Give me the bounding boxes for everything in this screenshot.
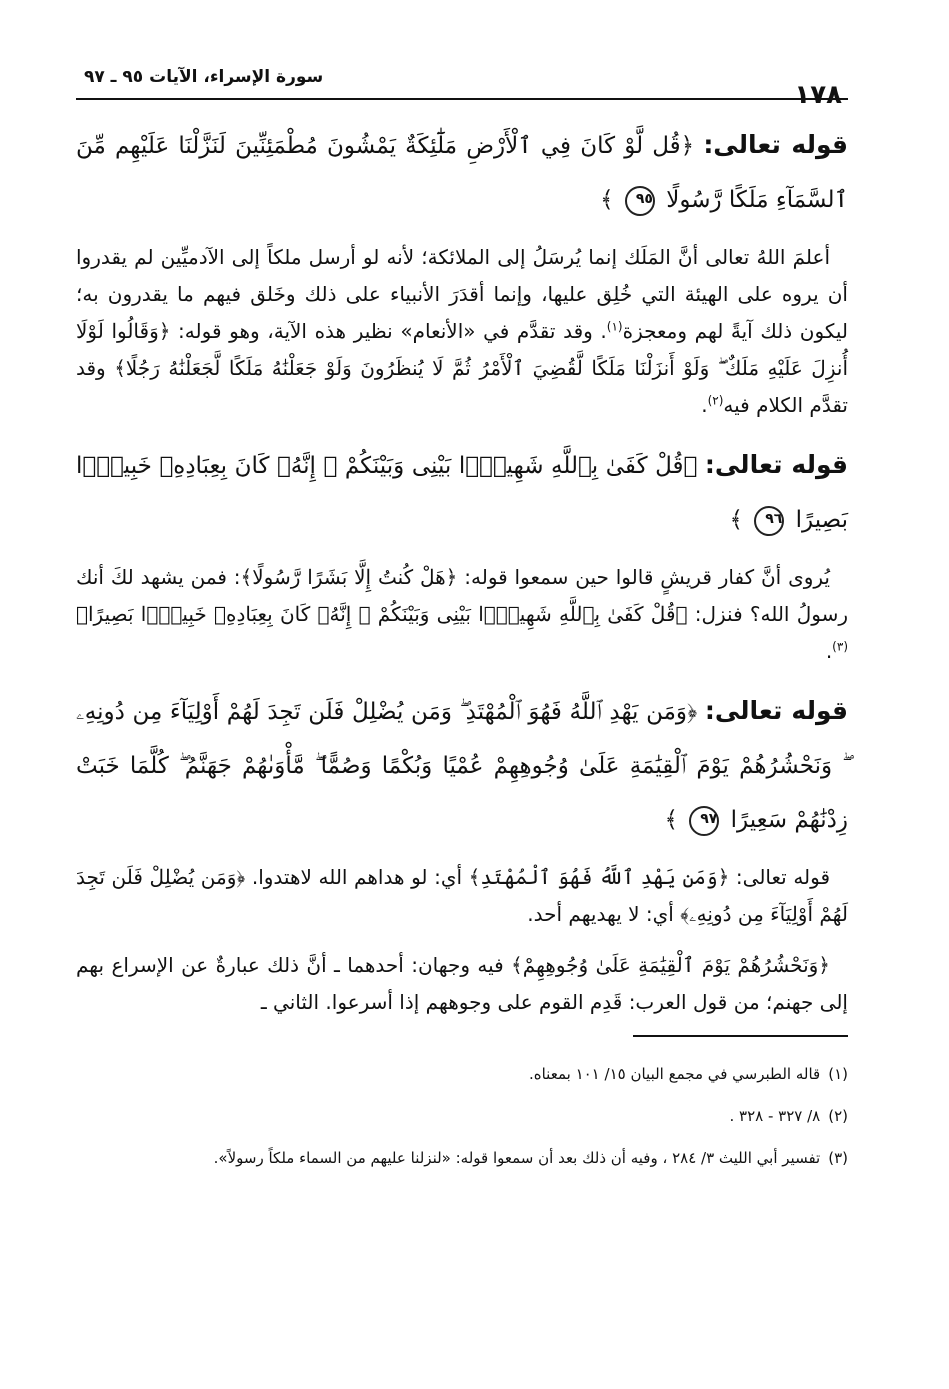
ayah-number-badge: ٩٧ <box>689 806 719 836</box>
paragraph-text: . <box>825 639 833 663</box>
verse-block-95 <box>76 118 848 227</box>
footnote-1 <box>76 1053 848 1095</box>
paragraph-1 <box>76 239 848 424</box>
footnote-ref[interactable]: (٣) <box>832 639 848 654</box>
footnote-text: تفسير أبي الليث ٣/ ٢٨٤ ، وفيه أن ذلك بعد أن سمعوا قوله: «لنزلنا عليهم من السماء ملكاً رسولاً». <box>213 1149 821 1167</box>
quran-quote: ﴿قُلْ كَفَىٰ بِٱللَّهِ شَهِيدًۢا بَيْنِى وَبَيْنَكُمْ ۚ إِنَّهُۥ كَانَ بِعِبَادِهِۦ خَبِيرًۢا بَصِيرًا﴾ <box>76 602 688 626</box>
footnote-number: (٢) <box>828 1107 848 1125</box>
footnote-text: قاله الطبرسي في مجمع البيان ١٥/ ١٠١ بمعناه. <box>528 1065 821 1083</box>
footnote-text: ٨/ ٣٢٧ - ٣٢٨ . <box>729 1107 821 1125</box>
page-content <box>76 118 848 1179</box>
footnotes <box>76 1053 848 1179</box>
page-number: ١٧٨ <box>794 80 842 110</box>
paragraph-text: أي: لو هداهم الله لاهتدوا. <box>245 865 469 889</box>
paragraph-text: . وقد تقدَّم في «الأنعام» نظير هذه الآية، وهو قوله: <box>170 319 607 343</box>
paragraph-text: أي: لا يهديهم أحد. <box>527 902 681 926</box>
ayah-number-badge: ٩٦ <box>754 506 784 536</box>
paragraph-text: : فمن يشهد لكَ أنك رسولُ الله؟ فنزل: <box>76 565 848 626</box>
quran-close-bracket: ﴾ <box>664 807 679 833</box>
footnote-number: (١) <box>828 1065 848 1083</box>
quran-text: ﴿قُلْ كَفَىٰ بِٱللَّهِ شَهِيدًۢا بَيْنِى وَبَيْنَكُمْ ۚ إِنَّهُۥ كَانَ بِعِبَادِهِۦ خَبِيرًۢا بَصِيرًا <box>76 453 848 533</box>
footnote-number: (٣) <box>828 1149 848 1167</box>
footnote-ref[interactable]: (٢) <box>707 393 724 408</box>
quran-text: ﴿قُل لَّوْ كَانَ فِي ٱلْأَرْضِ مَلَٰٓئِكَةٌ يَمْشُونَ مُطْمَئِنِّينَ لَنَزَّلْنَا عَلَيْهِم مِّنَ ٱلسَّمَآءِ مَلَكًا رَّسُولًا <box>76 133 848 213</box>
page-header <box>76 62 848 110</box>
paragraph-4 <box>76 947 848 1021</box>
paragraph-text: أعلمَ اللهُ تعالى أنَّ المَلَك إنما يُرسَلُ إلى الملائكة؛ لأنه لو أرسل ملكاً إلى الآدميِّين لم يقدروا أن يروه على الهيئة التي خُلِق عليها، وإنما أقدَرَ الأنبياء على ذلك وخَلق فيهم ما يقدرون به؛ ليكون ذلك آيةً لهم ومعجزة <box>76 245 848 343</box>
verse-lead: قوله تعالى: <box>704 450 849 479</box>
verse-block-97 <box>76 684 848 847</box>
footnote-2 <box>76 1095 848 1137</box>
paragraph-text: فيه وجهان: أحدهما ـ أنَّ ذلك عبارةٌ عن الإسراع بهم إلى جهنم؛ من قول العرب: قَدِم القوم على وجوههم إذا أسرعوا. الثاني ـ <box>76 953 848 1014</box>
paragraph-text: يُروى أنَّ كفار قريشٍ قالوا حين سمعوا قوله: <box>457 565 830 589</box>
paragraph-text: وقد تقدَّم الكلام فيه <box>76 356 848 417</box>
quran-quote: ﴿هَلْ كُنتُ إِلَّا بَشَرًا رَّسُولًا﴾ <box>240 565 458 589</box>
quran-quote: ﴿وَقَالُوا لَوْلَا أُنزِلَ عَلَيْهِ مَلَكٌ ۖ وَلَوْ أَنزَلْنَا مَلَكًا لَّقُضِيَ ٱلْأَمْرُ ثُمَّ لَا يُنظَرُونَ وَلَوْ جَعَلْنَٰهُ مَلَكًا لَّجَعَلْنَٰهُ رَجُلًا﴾ <box>76 319 848 380</box>
quran-close-bracket: ﴾ <box>600 187 614 213</box>
quran-quote: ﴿وَمَن يَهْدِ ٱللَّهُ فَهُوَ ٱلْمُهْتَدِ﴾ <box>468 865 730 889</box>
footnote-divider <box>633 1035 848 1037</box>
quran-quote: ﴿وَمَن يُضْلِلْ فَلَن تَجِدَ لَهُمْ أَوْلِيَآءَ مِن دُونِهِۦ﴾ <box>76 865 848 926</box>
paragraph-text: . <box>701 393 708 417</box>
footnote-ref[interactable]: (١) <box>606 319 623 334</box>
verse-lead: قوله تعالى: <box>704 696 848 725</box>
paragraph-3 <box>76 859 848 933</box>
quran-close-bracket: ﴾ <box>729 507 743 533</box>
quran-text: ﴿وَمَن يَهْدِ ٱللَّهُ فَهُوَ ٱلْمُهْتَدِ ۖ وَمَن يُضْلِلْ فَلَن تَجِدَ لَهُمْ أَوْلِيَآءَ مِن دُونِهِۦ ۖ وَنَحْشُرُهُمْ يَوْمَ ٱلْقِيَٰمَةِ عَلَىٰ وُجُوهِهِمْ عُمْيًا وَبُكْمًا وَصُمًّا ۖ مَّأْوَىٰهُمْ جَهَنَّمُ ۖ كُلَّمَا خَبَتْ زِدْنَٰهُمْ سَعِيرًا <box>76 699 848 833</box>
footnote-3 <box>76 1137 848 1179</box>
running-title: سورة الإسراء، الآيات ٩٥ ـ ٩٧ <box>84 67 324 87</box>
paragraph-text: قوله تعالى: <box>729 865 831 889</box>
verse-lead: قوله تعالى: <box>703 130 849 159</box>
paragraph-2 <box>76 559 848 670</box>
ayah-number-badge: ٩٥ <box>625 186 655 216</box>
book-page <box>76 62 848 1179</box>
verse-block-96 <box>76 438 848 547</box>
quran-quote: ﴿وَنَحْشُرُهُمْ يَوْمَ ٱلْقِيَٰمَةِ عَلَىٰ وُجُوهِهِمْ﴾ <box>511 953 831 977</box>
